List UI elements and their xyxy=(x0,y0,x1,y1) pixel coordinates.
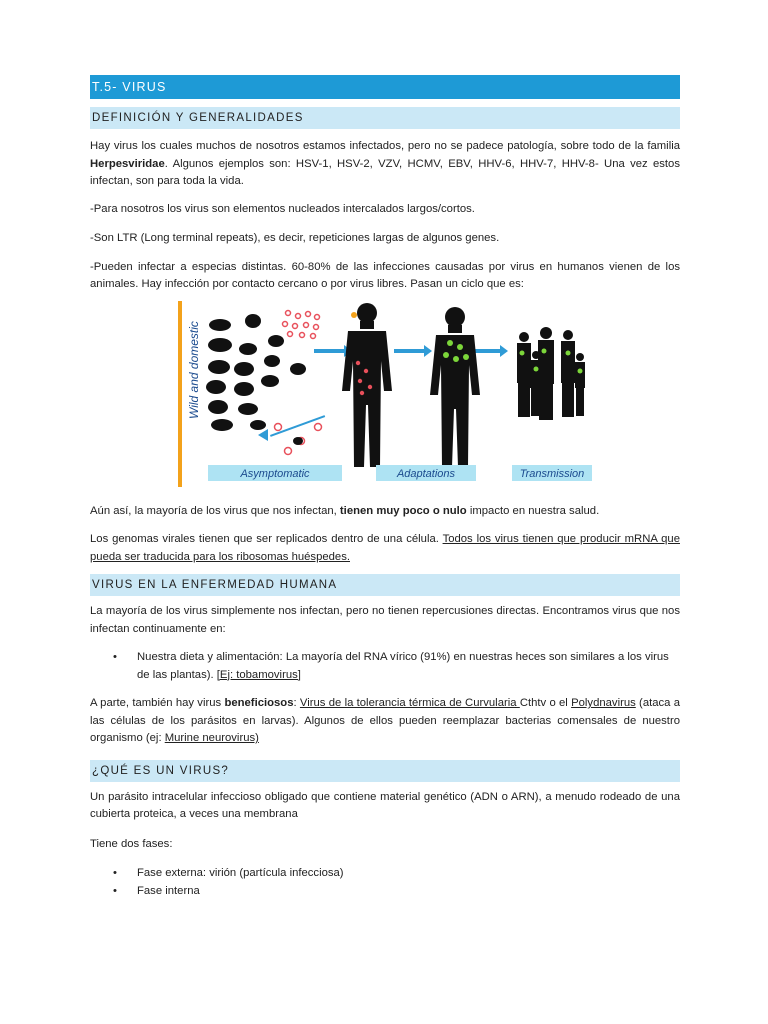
human-silhouette-asymptomatic xyxy=(342,303,392,467)
human-silhouette-adaptations xyxy=(430,307,480,467)
bold-poco-nulo: tienen muy poco o nulo xyxy=(339,504,467,517)
text-span: Cthtv o el xyxy=(519,697,572,709)
paragraph-nucleados: -Para nosotros los virus son elementos nucleados intercalados largos/cortos. xyxy=(90,202,475,215)
underlined-mrna: Todos los virus tienen que producir mRNA que pueda ser traducida para los ribosomas huéspedes. xyxy=(90,533,680,563)
orange-side-bar xyxy=(178,301,182,487)
virus-cycle-figure xyxy=(178,301,592,487)
paragraph-dos-fases: Tiene dos fases: xyxy=(90,837,173,850)
document-content xyxy=(90,75,680,900)
bullet-mark: • xyxy=(113,867,117,879)
text-span: Aún así, la mayoría de los virus que nos infectan, xyxy=(90,504,340,517)
text-span: Hay virus los cuales muchos de nosotros estamos infectados, pero no se padece patología, sobre todo de la familia xyxy=(90,140,680,152)
bullet-mark: • xyxy=(113,884,117,897)
entry-point xyxy=(351,312,357,318)
phases-bullet-list xyxy=(90,865,680,900)
tick-vector-icon xyxy=(293,437,303,445)
paragraph-ltr: -Son LTR (Long terminal repeats), es decir, repeticiones largas de algunos genes. xyxy=(90,232,500,244)
paragraph-impacto xyxy=(90,503,680,521)
chapter-title: T.5- VIRUS xyxy=(92,80,167,94)
bold-herpesviridae: Herpesviridae xyxy=(90,157,165,170)
underlined-polydnavirus: Polydnavirus xyxy=(571,697,636,709)
figure-side-label: Wild and domestic xyxy=(187,320,201,419)
section-heading-que-es xyxy=(90,760,680,782)
underlined-curvularia: Virus de la tolerancia térmica de Curvularia xyxy=(299,697,520,709)
text-span: impacto en nuestra salud. xyxy=(466,504,600,517)
paragraph-herpesviridae xyxy=(90,138,680,191)
text-span: : xyxy=(293,697,300,709)
list-item xyxy=(90,649,680,684)
underlined-murine-neurovirus: Murine neurovirus) xyxy=(164,732,259,744)
list-item-text: Fase externa: virión (partícula infecciosa) xyxy=(137,867,344,879)
list-item xyxy=(90,865,680,883)
paragraph-genomas xyxy=(90,531,680,566)
section-heading-text: VIRUS EN LA ENFERMEDAD HUMANA xyxy=(92,579,338,591)
chapter-title-bar xyxy=(90,75,680,99)
figure-label-transmission: Transmission xyxy=(519,467,585,480)
list-item-text: Fase interna xyxy=(137,884,200,897)
diet-bullet-list xyxy=(90,649,680,684)
text-span: . Algunos ejemplos son: HSV-1, HSV-2, VZV, HCMV, EBV, HHV-6, HHV-7, HHV-8- Una vez estos infectan, son para toda la vida. xyxy=(90,157,680,187)
paragraph-infectar-especies: -Pueden infectar a especias distintas. 60-80% de las infecciones causadas por virus en humanos vienen de los animales. Hay infección por contacto cercano o por virus libres. Pasan un ciclo que es: xyxy=(90,260,680,290)
human-group-transmission xyxy=(517,327,585,420)
text-span: Nuestra dieta y alimentación: La mayoría del RNA vírico (91%) en nuestras heces son similares a los virus de las plantas). xyxy=(137,651,669,681)
text-span: Los genomas virales tienen que ser replicados dentro de una célula. xyxy=(90,533,443,545)
bold-beneficiosos: beneficiosos xyxy=(224,697,294,709)
text-span: (ataca a las células de los parásitos en larvas). Algunos de ellos pueden reemplazar bacterias comensales de nuestro organismo (ej: xyxy=(90,697,681,744)
text-span: A parte, también hay virus xyxy=(90,697,225,709)
figure-label-asymptomatic: Asymptomatic xyxy=(240,467,310,480)
paragraph-beneficiosos xyxy=(90,695,680,748)
section-heading-text: ¿QUÉ ES UN VIRUS? xyxy=(92,764,230,777)
bullet-mark: • xyxy=(113,651,117,663)
underlined-tobamovirus: [Ej: tobamovirus] xyxy=(216,668,301,681)
section-heading-enfermedad xyxy=(90,574,680,596)
figure-label-adaptations: Adaptations xyxy=(396,467,456,480)
section-heading-text: DEFINICIÓN Y GENERALIDADES xyxy=(92,112,304,124)
list-item xyxy=(90,883,680,901)
section-heading-definicion xyxy=(90,107,680,129)
virus-cycle-illustration xyxy=(178,301,592,487)
paragraph-repercusiones: La mayoría de los virus simplemente nos infectan, pero no tienen repercusiones directas. Encontramos virus que nos infectan continuamente en: xyxy=(90,605,680,635)
paragraph-parasito: Un parásito intracelular infeccioso obligado que contiene material genético (ADN o ARN), a menudo rodeado de una cubierta proteica, a veces una membrana xyxy=(90,790,680,820)
